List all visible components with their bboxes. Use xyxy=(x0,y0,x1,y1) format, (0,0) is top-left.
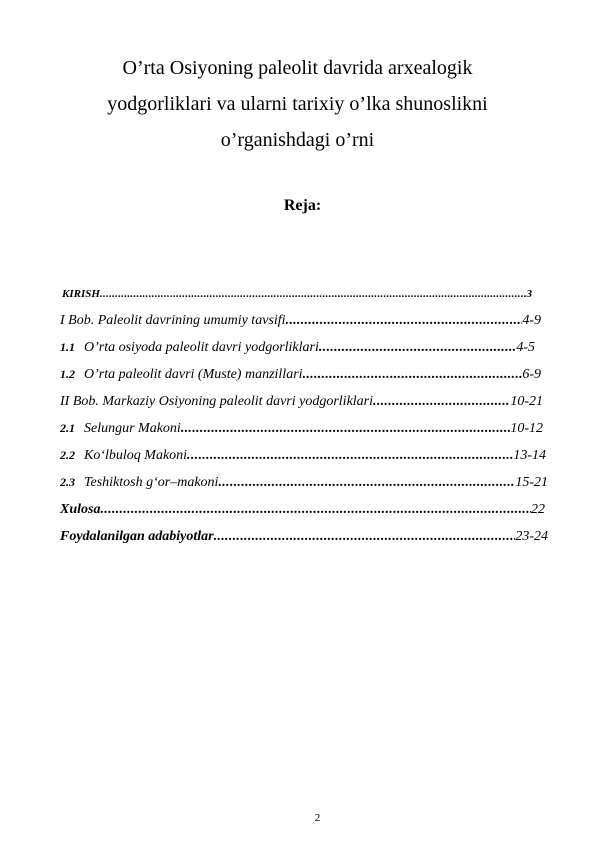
reja-heading: Reja: xyxy=(283,197,322,214)
toc-section-number: 2.1 xyxy=(60,421,75,435)
toc-entry-text: Teshiktosh g‘or–makoni xyxy=(84,475,219,490)
title-line-2: yodgorliklari va ularni tarixiy o’lka shunoslikni xyxy=(107,93,488,115)
toc-leader-dots xyxy=(187,448,513,464)
toc-row-2-3 xyxy=(60,475,548,491)
toc-page-number: 10-12 xyxy=(510,421,543,436)
toc-leader-dots xyxy=(181,421,511,437)
toc-page-number: 4-5 xyxy=(516,340,535,355)
toc-page-number: 10-21 xyxy=(510,394,543,409)
toc-leader-dots xyxy=(373,394,510,410)
toc-leader-dots xyxy=(214,529,516,545)
toc-row-1-1 xyxy=(60,340,535,356)
toc-row-2-1 xyxy=(60,421,543,437)
toc-entry-text: Foydalanilgan adabiyotlar xyxy=(60,529,214,544)
toc-leader-dots xyxy=(303,367,523,383)
toc-page-number: 22 xyxy=(531,502,545,517)
toc-leader-dots xyxy=(100,502,531,518)
toc-leader-dots xyxy=(286,313,523,329)
toc-entry-text: O’rta paleolit davri (Muste) manzillari xyxy=(84,367,303,382)
toc-page-number: 4-9 xyxy=(522,313,541,328)
page-number: 2 xyxy=(314,812,321,824)
title-line-3: o’rganishdagi o’rni xyxy=(220,129,375,151)
toc-entry-text: I Bob. Paleolit davrining umumiy tavsifi xyxy=(60,313,286,328)
toc-row-2-2 xyxy=(60,448,546,464)
toc-entry-text: KIRISH xyxy=(62,288,100,300)
toc-section-number: 2.2 xyxy=(60,448,75,462)
toc-leader-dots xyxy=(100,288,527,300)
toc-section-number: 1.1 xyxy=(60,340,75,354)
toc-row-bob-1 xyxy=(60,313,541,329)
title-line-1: O’rta Osiyoning paleolit davrida arxealogik xyxy=(122,57,473,79)
toc-section-number: 1.2 xyxy=(60,367,75,381)
toc-leader-dots xyxy=(218,475,515,491)
toc-page-number: 13-14 xyxy=(513,448,546,463)
toc-row-kirish xyxy=(62,288,532,300)
toc-row-adabiyotlar xyxy=(60,529,548,545)
toc-entry-text: II Bob. Markaziy Osiyoning paleolit davri yodgorliklari xyxy=(60,394,374,409)
toc-row-1-2 xyxy=(60,367,541,383)
toc-page-number: 15-21 xyxy=(515,475,548,490)
toc-page-number: 6-9 xyxy=(522,367,541,382)
toc-entry-text: O’rta osiyoda paleolit davri yodgorliklari xyxy=(84,340,319,355)
toc-page-number: 23-24 xyxy=(515,529,548,544)
toc-entry-text: Selungur Makoni xyxy=(84,421,181,436)
toc-page-number: 3 xyxy=(526,288,532,300)
toc-section-number: 2.3 xyxy=(60,475,75,489)
toc-leader-dots xyxy=(319,340,516,356)
toc-entry-text: Xulosa xyxy=(60,502,101,517)
toc-entry-text: Ko‘lbuloq Makoni xyxy=(84,448,188,463)
toc-row-xulosa xyxy=(60,502,545,518)
toc-row-bob-2 xyxy=(60,394,543,410)
